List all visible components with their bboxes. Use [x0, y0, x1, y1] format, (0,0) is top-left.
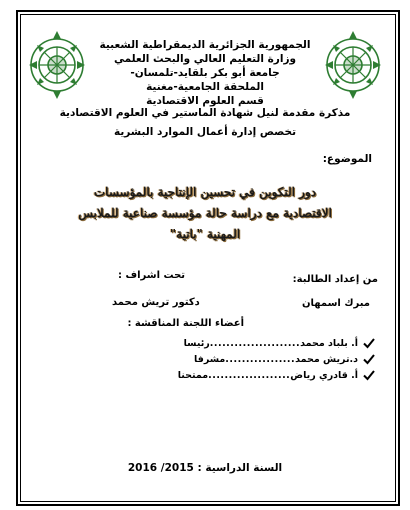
header-annex: الملحقة الجامعية-مغنية — [146, 81, 264, 93]
member-name: أ. بلباد محمد — [300, 337, 358, 349]
member-dots: ...................... — [209, 337, 301, 349]
check-icon — [362, 336, 376, 350]
committee-member — [86, 352, 376, 366]
specialization: تخصص إدارة أعمال الموارد البشرية — [113, 126, 297, 138]
supervisor-name: دكتور تريش محمد — [112, 297, 200, 308]
committee-label: أعضاء اللجنة المناقشة : — [127, 318, 244, 329]
check-icon — [362, 368, 376, 382]
academic-year: السنة الدراسية : 2015/ 2016 — [127, 462, 283, 474]
header-university: جامعة أبو بكر بلقايد-تلمسان- — [130, 67, 280, 79]
institution-header — [86, 38, 324, 108]
check-icon — [362, 352, 376, 366]
thesis-statement: مذكرة مقدمة لنيل شهادة الماستير في العلوم الاقتصادية — [59, 107, 351, 119]
supervisor-label: تحت اشراف : — [118, 270, 186, 281]
university-emblem-icon — [26, 28, 88, 102]
topic-label: الموضوع: — [322, 153, 372, 165]
committee-member — [86, 368, 376, 382]
committee-list — [86, 336, 376, 384]
university-emblem-icon — [322, 28, 384, 102]
title-line-2: الاقتصادية مع دراسة حالة مؤسسة صناعية للملابس — [78, 206, 332, 220]
member-role: ممتحنا — [177, 369, 209, 381]
member-dots: .................... — [208, 369, 291, 381]
member-name: د.تريش محمد — [295, 353, 358, 365]
title-line-3: المهنية "باتية" — [169, 227, 241, 241]
header-ministry: وزارة التعليم العالي والبحث العلمي — [113, 53, 297, 65]
thesis-title — [40, 182, 370, 245]
member-dots: ................. — [225, 353, 296, 365]
header-republic: الجمهورية الجزائرية الديمقراطية الشعبية — [99, 39, 311, 51]
member-role: مشرفا — [194, 353, 226, 365]
committee-member — [86, 336, 376, 350]
student-name: مبرك اسمهان — [302, 298, 370, 309]
member-role: رئيسا — [183, 337, 210, 349]
header-department: قسم العلوم الاقتصادية — [146, 95, 264, 107]
title-line-1: دور التكوين في تحسين الإنتاجية بالمؤسسات — [93, 185, 317, 199]
prepared-by-label: من إعداد الطالبة: — [292, 274, 378, 285]
member-name: أ. قادري رياض — [290, 369, 358, 381]
